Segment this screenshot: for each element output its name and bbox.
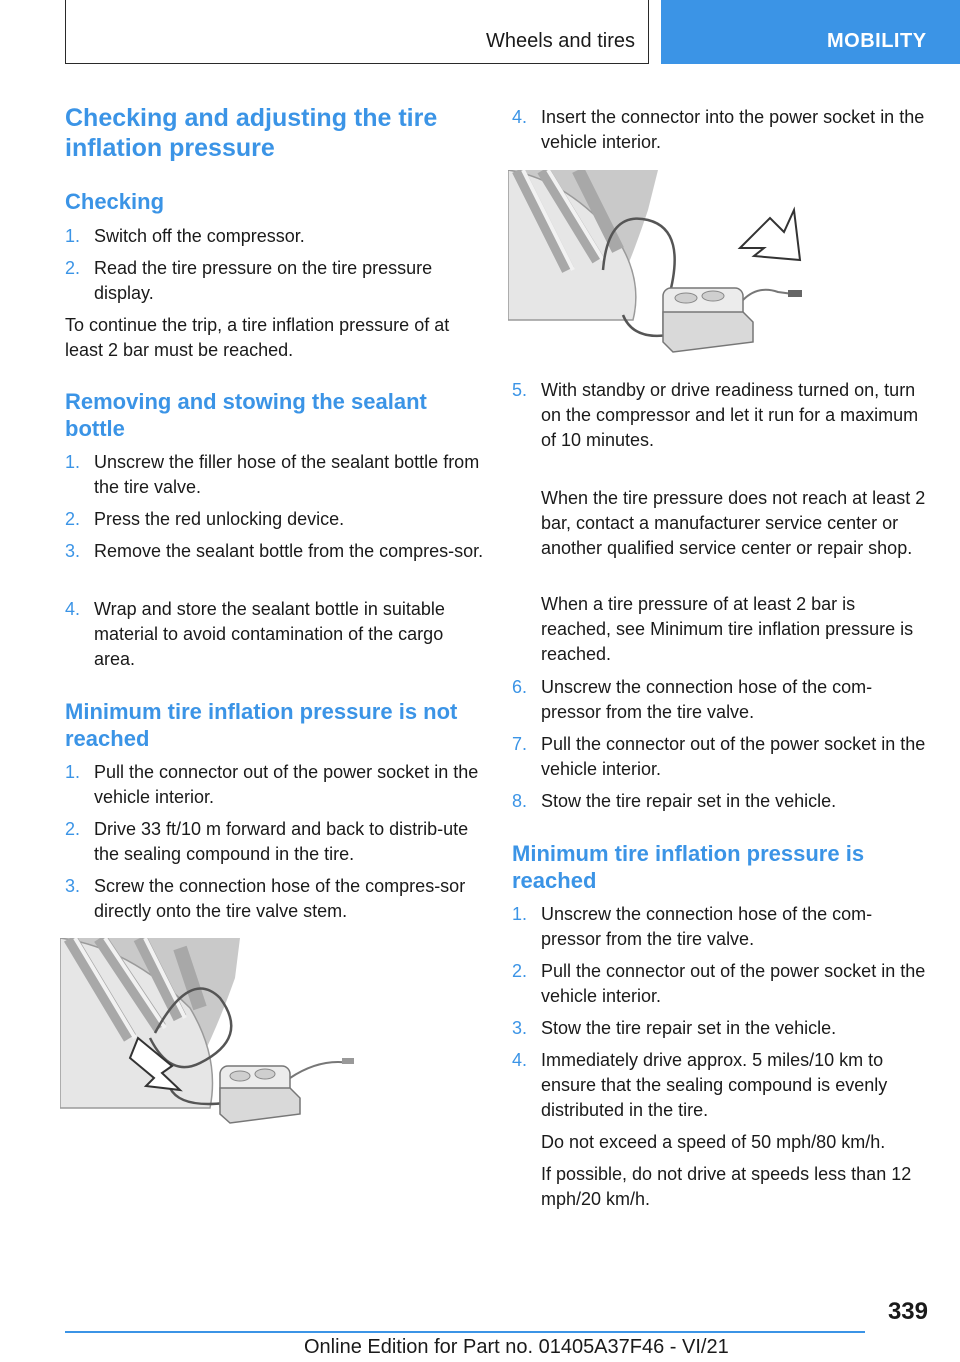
heading-checking: Checking	[65, 189, 165, 214]
list-item: 1. Unscrew the connection hose of the com‐pressor from the tire valve.	[512, 904, 873, 949]
list-item: 1. Unscrew the filler hose of the sealant bottle from the tire valve.	[65, 452, 480, 497]
list-item: 6. Unscrew the connection hose of the com‐pressor from the tire valve.	[512, 677, 873, 722]
list-item: 2. Drive 33 ft/10 m forward and back to distrib‐ute the sealing compound in the tire.	[65, 819, 469, 864]
list-item: 3. Screw the connection hose of the compres‐sor directly onto the tire valve stem.	[65, 876, 466, 921]
footer-divider	[65, 1331, 865, 1333]
list-item: 4. Insert the connector into the power socket in the vehicle interior.	[512, 107, 925, 152]
power-socket-illustration	[508, 170, 808, 360]
compressor-valve-illustration	[60, 938, 360, 1140]
step5-note-insufficient: When the tire pressure does not reach at least 2 bar, contact a manufacturer service center or another qualified service center or repair shop.	[541, 488, 926, 558]
list-item: 2. Press the red unlocking device.	[65, 509, 345, 529]
list-item: 2. Pull the connector out of the power socket in the vehicle interior.	[512, 961, 926, 1006]
step4-note-speed-limit: Do not exceed a speed of 50 mph/80 km/h.	[541, 1132, 886, 1152]
list-item: 3. Stow the tire repair set in the vehicle.	[512, 1018, 837, 1038]
header-chapter-tab: MOBILITY	[661, 0, 960, 64]
page-title: Checking and adjusting the tire inflation pressure	[65, 104, 438, 162]
list-item: 2. Read the tire pressure on the tire pressure display.	[65, 258, 433, 303]
list-item: 4. Wrap and store the sealant bottle in suitable material to avoid contamination of the cargo area.	[65, 599, 445, 669]
step5-note-reached: When a tire pressure of at least 2 bar is reached, see Minimum tire inflation pressure is reached.	[541, 594, 914, 664]
heading-not-reached: Minimum tire inflation pressure is not reached	[65, 699, 458, 751]
list-item: 4. Immediately drive approx. 5 miles/10 km to ensure that the sealing compound is evenly distributed in the tire.	[512, 1050, 888, 1120]
heading-removing: Removing and stowing the sealant bottle	[65, 389, 427, 441]
header-section-title: Wheels and tires	[486, 30, 635, 52]
heading-reached: Minimum tire inflation pressure is reached	[512, 841, 865, 893]
step4-note-min-speed: If possible, do not drive at speeds less than 12 mph/20 km/h.	[541, 1164, 912, 1209]
checking-note: To continue the trip, a tire inflation pressure of at least 2 bar must be reached.	[65, 315, 450, 360]
list-item: 8. Stow the tire repair set in the vehicle.	[512, 791, 837, 811]
list-item: 1. Switch off the compressor.	[65, 226, 305, 246]
page-number: 339	[887, 1298, 928, 1325]
footer-edition: Online Edition for Part no. 01405A37F46 - VI/21	[304, 1336, 729, 1358]
list-item: 5. With standby or drive readiness turned on, turn on the compressor and let it run for a maximum of 10 minutes.	[512, 380, 919, 450]
list-item: 3. Remove the sealant bottle from the compres‐sor.	[65, 541, 484, 561]
list-item: 1. Pull the connector out of the power socket in the vehicle interior.	[65, 762, 479, 807]
list-item: 7. Pull the connector out of the power socket in the vehicle interior.	[512, 734, 926, 779]
